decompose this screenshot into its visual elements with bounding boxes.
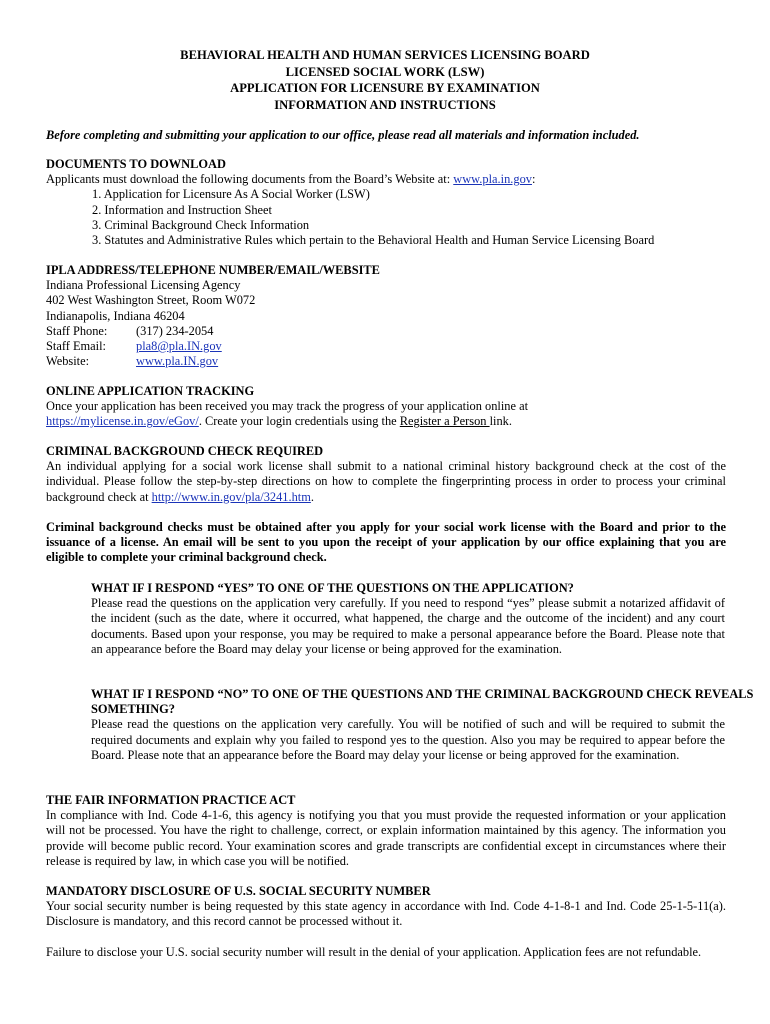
tracking-end-text: link. — [489, 414, 512, 429]
website-label: Website: — [46, 354, 90, 369]
intro-notice: Before completing and submitting your application to our office, please read all materials and information included. — [46, 128, 640, 142]
fair-information-heading: THE FAIR INFORMATION PRACTICE ACT — [46, 793, 296, 807]
no-response-heading-line1: WHAT IF I RESPOND “NO” TO ONE OF THE QUESTIONS AND THE CRIMINAL BACKGROUND CHECK REVEALS — [91, 687, 754, 701]
ssn-failure-notice: Failure to disclose your U.S. social security number will result in the denial of your application. Application fees are not refundable. — [46, 945, 702, 959]
contact-street: 402 West Washington Street, Room W072 — [46, 293, 256, 308]
header-application-type: APPLICATION FOR LICENSURE BY EXAMINATION — [230, 81, 540, 95]
no-response-paragraph: Please read the questions on the application very carefully. You will be notified of such and will be required to submit the required documents and explain why you failed to respond yes to the question. Also you may be required to appear before the Board. Please note that an appearance before the Board may delay your license or being approved for the examination. — [91, 717, 725, 762]
tracking-link-line — [46, 414, 726, 429]
website-link[interactable]: www.pla.IN.gov — [136, 354, 219, 369]
no-response-heading-line2: SOMETHING? — [91, 702, 175, 717]
list-item: 3. Criminal Background Check Information — [92, 217, 310, 232]
fair-information-paragraph: In compliance with Ind. Code 4-1-6, this agency is notifying you that you must provide the requested information or your application will not be processed. You have the right to challenge, correct, or explain information maintained by this agency. The information you provide will become public record. Your examination scores and grade transcripts are confidential except in circumstances where their release is required by law, in which case you will be notified. — [46, 808, 726, 868]
email-label: Staff Email: — [46, 339, 106, 354]
criminal-check-end: . — [310, 489, 314, 504]
list-item: 3. Statutes and Administrative Rules which pertain to the Behavioral Health and Human Service Licensing Board — [92, 233, 655, 248]
criminal-check-paragraph — [46, 459, 726, 505]
ssn-paragraph: Your social security number is being requested by this state agency in accordance with Ind. Code 4-1-8-1 and Ind. Code 25-1-5-11(a). Disclosure is mandatory, and this record cannot be processed without it. — [46, 899, 726, 929]
mylicense-link[interactable]: https://mylicense.in.gov/eGov/ — [46, 414, 199, 429]
documents-section — [46, 157, 726, 248]
yes-response-paragraph: Please read the questions on the application very carefully. If you need to respond “yes” please submit a notarized affidavit of the incident (such as the date, where it occurred, what happened, the charge and the outcome of the incident) and any court documents. Based upon your response, you may be required to make a personal appearance before the Board. Please note that an appearance before the Board may delay your license or being approved for the examination. — [91, 596, 725, 656]
pla-website-link[interactable]: www.pla.in.gov — [453, 172, 532, 187]
contact-heading: IPLA ADDRESS/TELEPHONE NUMBER/EMAIL/WEBSITE — [46, 263, 380, 277]
documents-instruction — [46, 172, 726, 187]
document-header — [0, 47, 770, 113]
no-response-section — [91, 687, 754, 763]
phone-value: (317) 234-2054 — [136, 323, 214, 338]
contact-website-row — [46, 354, 726, 369]
ssn-heading: MANDATORY DISCLOSURE OF U.S. SOCIAL SECURITY NUMBER — [46, 884, 431, 898]
criminal-check-notice: Criminal background checks must be obtained after you apply for your social work license with the Board and prior to the issuance of a license. An email will be sent to you upon the receipt of your application by our office explaining that you are eligible to complete your criminal background check. — [46, 520, 726, 565]
contact-phone-row — [46, 324, 726, 339]
fair-information-section — [46, 793, 726, 869]
header-board-name: BEHAVIORAL HEALTH AND HUMAN SERVICES LICENSING BOARD — [180, 48, 590, 62]
contact-email-row — [46, 339, 726, 354]
yes-response-heading: WHAT IF I RESPOND “YES” TO ONE OF THE QUESTIONS ON THE APPLICATION? — [91, 581, 574, 595]
criminal-check-heading: CRIMINAL BACKGROUND CHECK REQUIRED — [46, 444, 324, 458]
register-person-link[interactable]: Register a Person — [399, 414, 490, 429]
list-item: 1. Application for Licensure As A Social Worker (LSW) — [92, 187, 370, 202]
documents-instruction-text: Applicants must download the following documents from the Board’s Website at: — [46, 172, 454, 187]
tracking-heading: ONLINE APPLICATION TRACKING — [46, 384, 255, 398]
documents-list — [46, 187, 726, 248]
contact-section — [46, 263, 726, 369]
yes-response-section — [91, 581, 725, 657]
documents-heading: DOCUMENTS TO DOWNLOAD — [46, 157, 226, 171]
contact-org: Indiana Professional Licensing Agency — [46, 278, 241, 293]
criminal-check-text: An individual applying for a social work license shall submit to a national criminal history background check at the cost of the individual. Please follow the step-by-step directions on how to complete the fingerprinting process in order to process your criminal background check at — [46, 459, 726, 504]
staff-email-link[interactable]: pla8@pla.IN.gov — [136, 339, 222, 354]
tracking-text: Once your application has been received you may track the progress of your application online at — [46, 399, 529, 414]
documents-instruction-colon: : — [531, 172, 536, 187]
list-item: 2. Information and Instruction Sheet — [92, 202, 272, 217]
tracking-mid-text: . Create your login credentials using the — [198, 414, 400, 429]
background-check-link[interactable]: http://www.in.gov/pla/3241.htm — [151, 489, 311, 504]
header-license-type: LICENSED SOCIAL WORK (LSW) — [285, 64, 485, 79]
header-info-title: INFORMATION AND INSTRUCTIONS — [274, 97, 496, 112]
tracking-section — [46, 384, 726, 430]
contact-city: Indianapolis, Indiana 46204 — [46, 308, 185, 323]
criminal-check-section — [46, 444, 726, 505]
phone-label: Staff Phone: — [46, 323, 108, 338]
ssn-section — [46, 884, 726, 930]
